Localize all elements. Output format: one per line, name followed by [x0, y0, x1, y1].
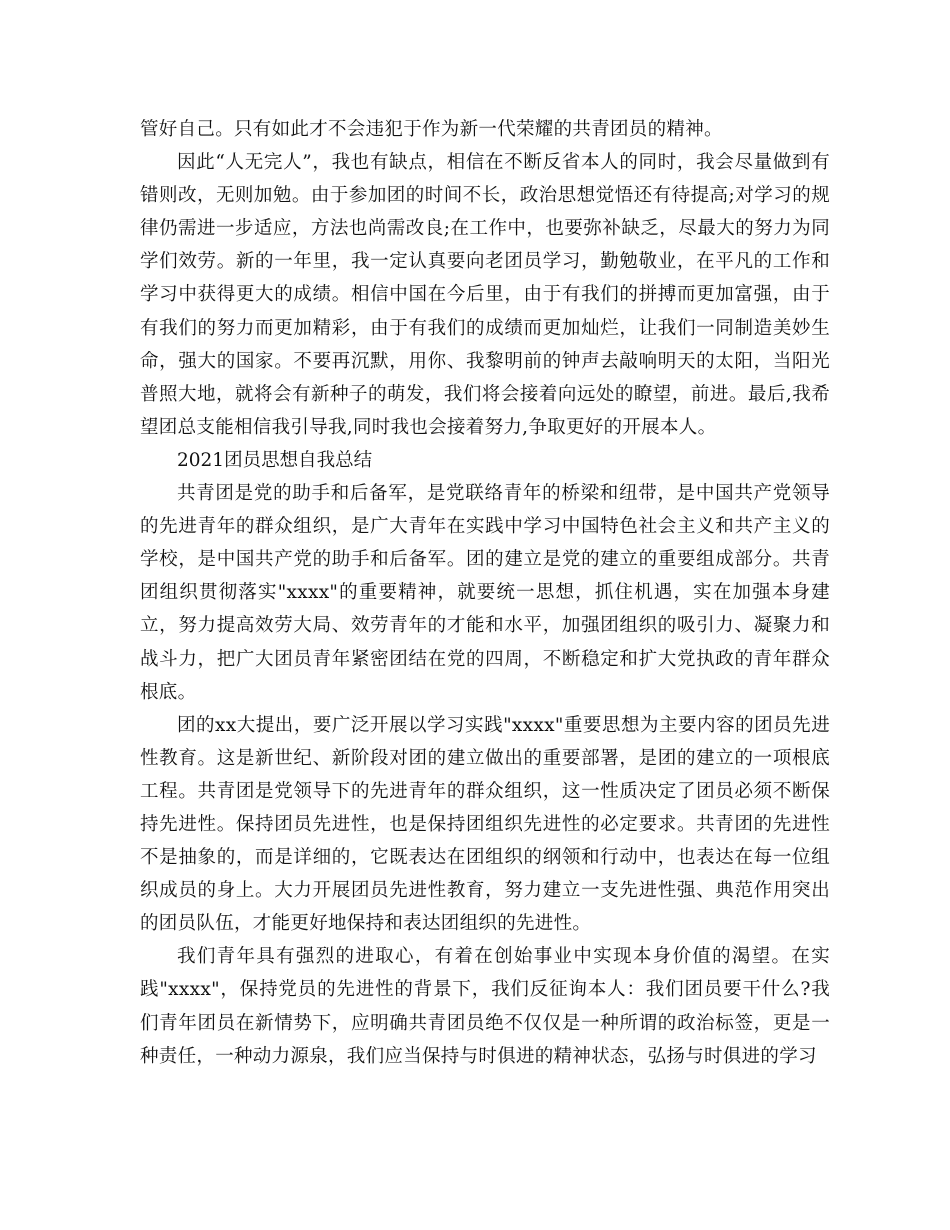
paragraph-advanced-education: 团的xx大提出，要广泛开展以学习实践"xxxx"重要思想为主要内容的团员先进性教育。这是新世纪、新阶段对团的建立做出的重要部署，是团的建立的一项根底工程。共青团是党领导下的先进青年的群众组织，这一性质决定了团员必须不断保持先进性。保持团员先进性，也是保持团组织先进性的必定要求。共青团的先进性不是抽象的，而是详细的，它既表达在团组织的纲领和行动中，也表达在每一位组织成员的身上。大力开展团员先进性教育，努力建立一支先进性强、典范作用突出的团员队伍，才能更好地保持和表达团组织的先进性。 — [140, 714, 830, 935]
section-heading: 2021团员思想自我总结 — [177, 449, 373, 471]
paragraph-self-reflection: 因此“人无完人”，我也有缺点，相信在不断反省本人的同时，我会尽量做到有错则改，无则加勉。由于参加团的时间不长，政治思想觉悟还有待提高;对学习的规律仍需进一步适应，方法也尚需改良;在工作中，也要弥补缺乏，尽最大的努力为同学们效劳。新的一年里，我一定认真要向老团员学习，勤勉敬业，在平凡的工作和学习中获得更大的成绩。相信中国在今后里，由于有我们的拼搏而更加富强，由于有我们的努力而更加精彩，由于有我们的成绩而更加灿烂，让我们一同制造美妙生命，强大的国家。不要再沉默，用你、我黎明前的钟声去敲响明天的太阳，当阳光普照大地，就将会有新种子的萌发，我们将会接着向远处的瞭望，前进。最后,我希望团总支能相信我引导我,同时我也会接着努力,争取更好的开展本人。 — [140, 152, 830, 438]
paragraph-continuation: 管好自己。只有如此才不会违犯于作为新一代荣耀的共青团员的精神。 — [140, 119, 723, 140]
document-body — [140, 113, 830, 1073]
paragraph-league-role: 共青团是党的助手和后备军，是党联络青年的桥梁和纽带，是中国共产党领导的先进青年的群众组织，是广大青年在实践中学习中国特色社会主义和共产主义的学校，是中国共产党的助手和后备军。团的建立是党的建立的重要组成部分。共青团组织贯彻落实"xxxx"的重要精神，就要统一思想，抓住机遇，实在加强本身建立，努力提高效劳大局、效劳青年的才能和水平，加强团组织的吸引力、凝聚力和战斗力，把广大团员青年紧密团结在党的四周，不断稳定和扩大党执政的青年群众根底。 — [140, 483, 830, 703]
paragraph-youth-responsibility: 我们青年具有强烈的进取心，有着在创始事业中实现本身价值的渴望。在实践"xxxx"，保持党员的先进性的背景下，我们反征询本人：我们团员要干什么?我们青年团员在新情势下，应明确共青团员绝不仅仅是一种所谓的政治标签，更是一种责任，一种动力源泉，我们应当保持与时俱进的精神状态，弘扬与时俱进的学习 — [140, 946, 830, 1067]
